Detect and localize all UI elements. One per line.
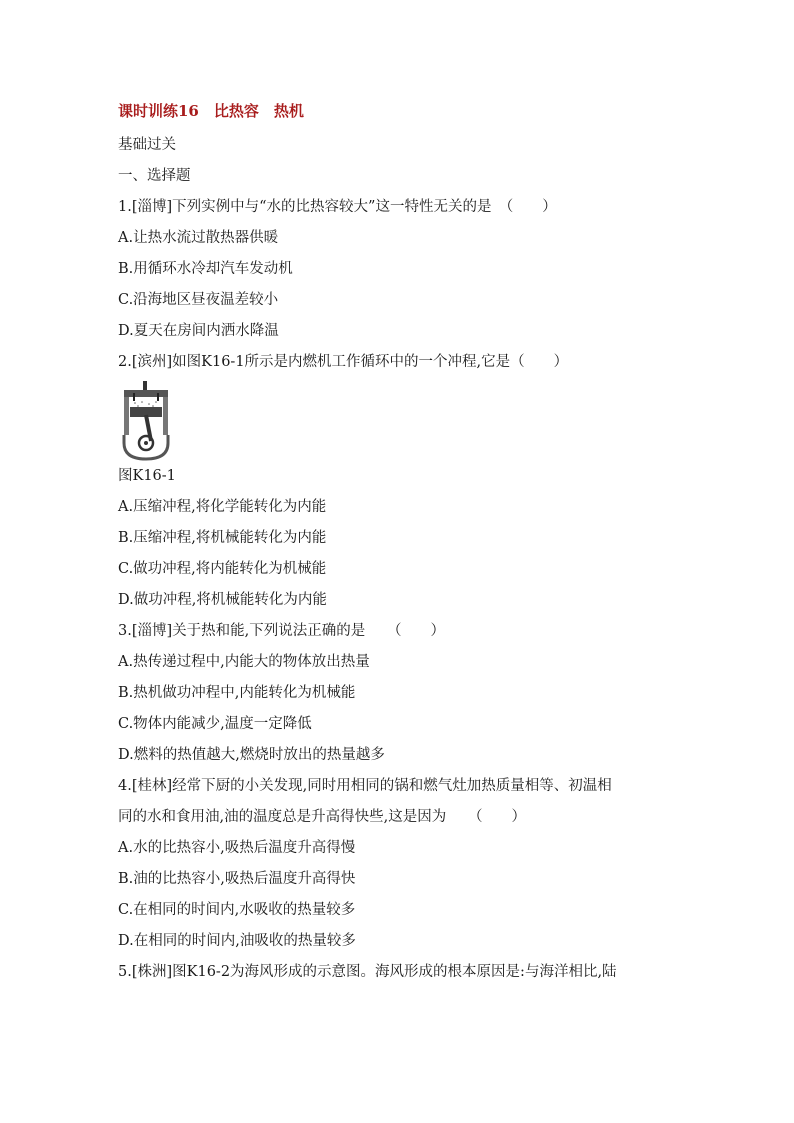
question-5-stem-line-1: 5.[株洲]图K16-2为海风形成的示意图。海风形成的根本原因是:与海洋相比,陆 — [118, 964, 617, 980]
lesson-title: 课时训练16 比热容 热机 — [118, 102, 304, 120]
engine-cylinder-diagram — [120, 381, 172, 461]
gas-dots — [134, 401, 157, 407]
question-1-stem: 1.[淄博]下列实例中与“水的比热容较大”这一特性无关的是 （ ） — [118, 199, 557, 215]
cylinder-wall-right — [163, 397, 168, 435]
question-1-option-d: D.夏天在房间内洒水降温 — [118, 323, 279, 339]
question-3-option-a: A.热传递过程中,内能大的物体放出热量 — [118, 654, 370, 670]
question-4-option-c: C.在相同的时间内,水吸收的热量较多 — [118, 902, 356, 918]
question-1-option-b: B.用循环水冷却汽车发动机 — [118, 261, 293, 277]
cylinder-wall-left — [124, 397, 129, 435]
question-2-option-a: A.压缩冲程,将化学能转化为内能 — [118, 499, 327, 515]
question-2-option-c: C.做功冲程,将内能转化为机械能 — [118, 561, 327, 577]
section-heading: 基础过关 — [118, 137, 176, 153]
crank-center — [144, 441, 148, 445]
question-4-option-d: D.在相同的时间内,油吸收的热量较多 — [118, 933, 356, 949]
cylinder-head — [124, 390, 168, 397]
document-page — [118, 98, 698, 988]
question-4-option-b: B.油的比热容小,吸热后温度升高得快 — [118, 871, 356, 887]
question-2-stem: 2.[滨州]如图K16-1所示是内燃机工作循环中的一个冲程,它是（ ） — [118, 354, 569, 370]
question-1-option-a: A.让热水流过散热器供暖 — [118, 230, 279, 246]
figure-caption: 图K16-1 — [118, 468, 176, 484]
question-2-option-d: D.做功冲程,将机械能转化为内能 — [118, 592, 327, 608]
engine-stroke-figure — [120, 381, 698, 461]
crankcase — [124, 435, 168, 459]
question-3-option-b: B.热机做功冲程中,内能转化为机械能 — [118, 685, 356, 701]
question-2-option-b: B.压缩冲程,将机械能转化为内能 — [118, 530, 327, 546]
subsection-heading: 一、选择题 — [118, 168, 191, 184]
question-3-option-c: C.物体内能减少,温度一定降低 — [118, 716, 312, 732]
question-3-option-d: D.燃料的热值越大,燃烧时放出的热量越多 — [118, 747, 385, 763]
question-3-stem: 3.[淄博]关于热和能,下列说法正确的是 （ ） — [118, 623, 446, 639]
question-4-stem-line-2: 同的水和食用油,油的温度总是升高得快些,这是因为 （ ） — [118, 809, 526, 825]
question-4-option-a: A.水的比热容小,吸热后温度升高得慢 — [118, 840, 356, 856]
spark-plug-icon — [143, 381, 147, 390]
question-4-stem-line-1: 4.[桂林]经常下厨的小关发现,同时用相同的锅和燃气灶加热质量相等、初温相 — [118, 778, 612, 794]
question-1-option-c: C.沿海地区昼夜温差较小 — [118, 292, 279, 308]
